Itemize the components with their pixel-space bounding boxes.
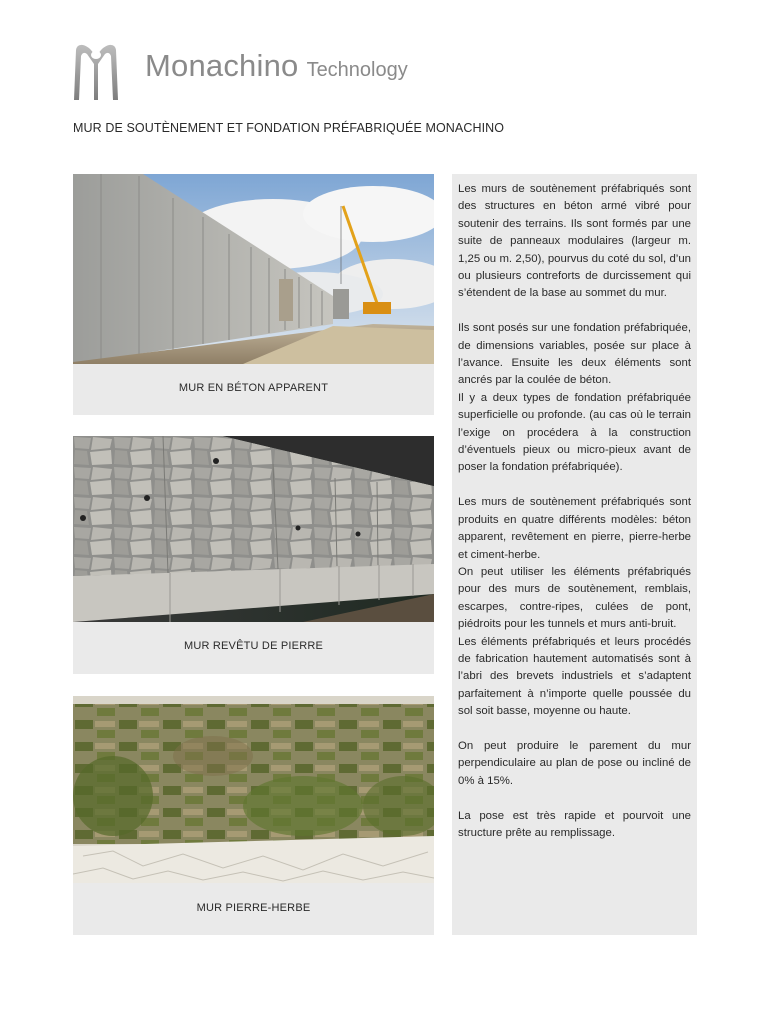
description-text bbox=[458, 181, 691, 842]
monachino-logo-icon bbox=[72, 42, 120, 100]
paragraph: La pose est très rapide et pourvoit une structure prête au remplissage. bbox=[458, 809, 691, 839]
brand-sub: Technology bbox=[306, 59, 408, 81]
card-stone-wall bbox=[73, 436, 434, 674]
caption-stone-wall: MUR REVÊTU DE PIERRE bbox=[183, 640, 324, 652]
concrete-wall-photo bbox=[73, 174, 434, 364]
caption-concrete-wall: MUR EN BÉTON APPARENT bbox=[178, 382, 329, 394]
caption-stone-grass-wall: MUR PIERRE-HERBE bbox=[196, 902, 311, 914]
paragraph: On peut produire le parement du mur perpendiculaire au plan de pose ou incliné de 0% à 15%. bbox=[458, 739, 691, 787]
paragraph: On peut utiliser les éléments préfabriqués pour des murs de soutènement, remblais, escarpes, contre-ripes, culées de pont, piédroits pour les tunnels et murs anti-bruit. bbox=[458, 565, 691, 631]
paragraph: Les murs de soutènement préfabriqués sont produits en quatre différents modèles: béton apparent, revêtement en pierre, pierre-herbe et ciment-herbe. bbox=[458, 496, 691, 561]
paragraph: Les murs de soutènement préfabriqués sont des structures en béton armé vibré pour soutenir des terrains. Ils sont formés par une suite de panneaux modulaires (largeur m. 1,25 ou m. 2,50), pourvus du coté du sol, d’un ou plusieurs contreforts de durcissement qui s’étendent de la base au sommet du mur. bbox=[458, 183, 691, 300]
document-title: MUR DE SOUTÈNEMENT ET FONDATION PRÉFABRIQUÉE MONACHINO bbox=[73, 121, 505, 135]
brand-wordmark bbox=[145, 48, 408, 84]
paragraph: Il y a deux types de fondation préfabriquée superficielle ou profonde. (au cas où le terrain l’exige on procédera à la construction d’éventuels pieux ou micro-pieux avant de poser la fondation préfabriquée). bbox=[458, 391, 691, 474]
paragraph: Ils sont posés sur une fondation préfabriquée, de dimensions variables, posée sur place à l’avance. Ensuite les deux éléments sont ancrés par la coulée de béton. bbox=[458, 322, 691, 387]
card-stone-grass-wall bbox=[73, 696, 434, 935]
stone-grass-wall-photo bbox=[73, 696, 434, 883]
stone-wall-photo bbox=[73, 436, 434, 622]
brand-name: Monachino bbox=[145, 48, 299, 83]
description-panel bbox=[452, 174, 697, 935]
card-concrete-wall bbox=[73, 174, 434, 415]
paragraph: Les éléments préfabriqués et leurs procédés de fabrication hautement automatisés sont à l’abri des brevets industriels et s’adaptent parfaitement à n’importe quelle poussée du sol soit basse, moyenne ou haute. bbox=[458, 635, 691, 718]
